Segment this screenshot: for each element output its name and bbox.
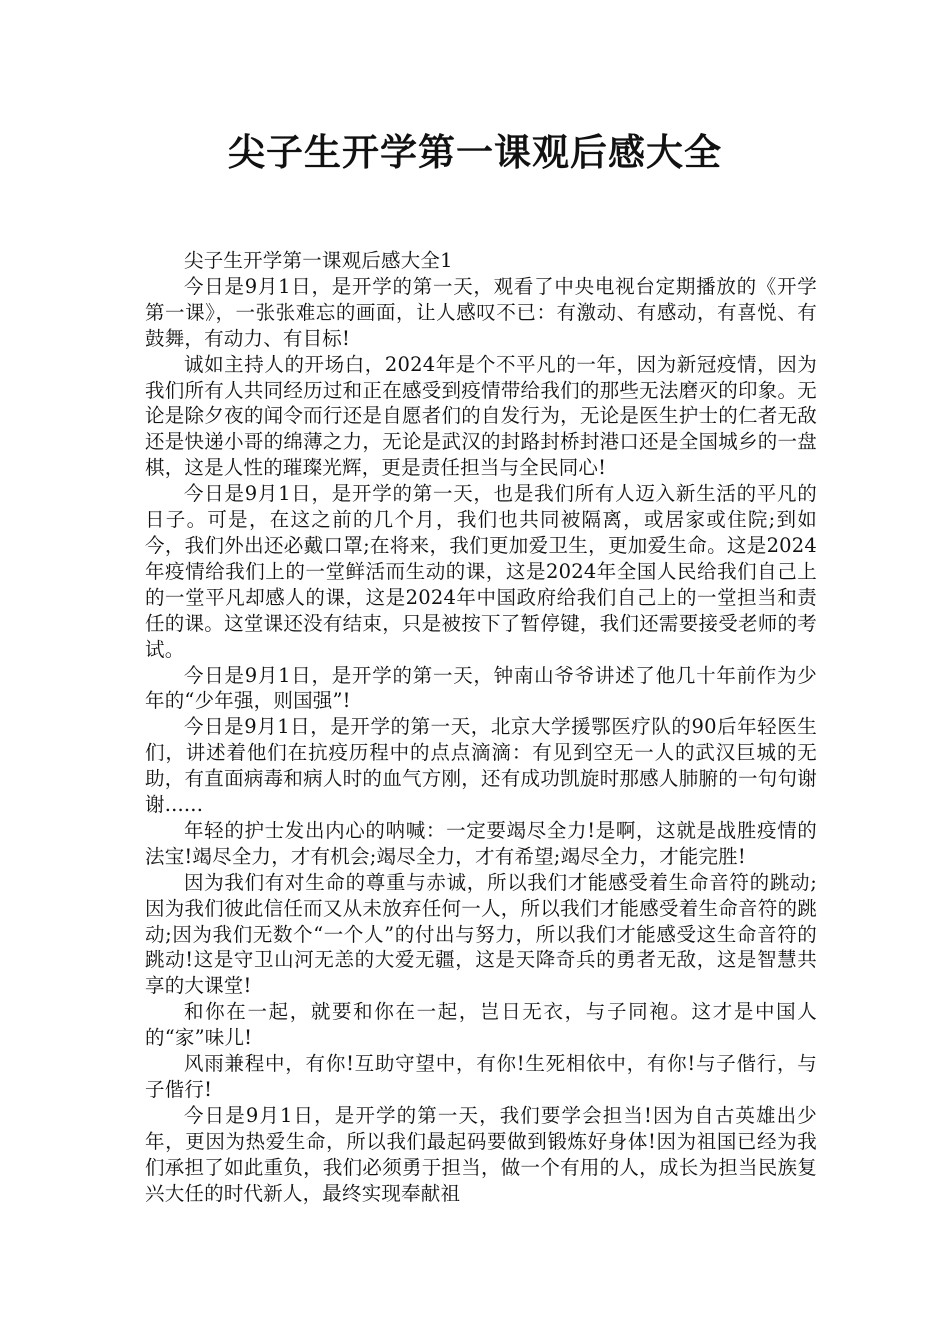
document-body [145, 248, 817, 1207]
paragraph: 风雨兼程中，有你!互助守望中，有你!生死相依中，有你!与子偕行，与子偕行! [145, 1052, 817, 1101]
section-heading: 尖子生开学第一课观后感大全1 [184, 249, 453, 272]
paragraph: 诚如主持人的开场白，2024年是个不平凡的一年，因为新冠疫情，因为我们所有人共同经历过和正在感受到疫情带给我们的那些无法磨灭的印象。无论是除夕夜的闻令而行还是自愿者们的自发行为，无论是医生护士的仁者无敌还是快递小哥的绵薄之力，无论是武汉的封路封桥封港口还是全国城乡的一盘棋，这是人性的璀璨光辉，更是责任担当与全民同心! [145, 352, 817, 480]
paragraph: 今日是9月1日，是开学的第一天，钟南山爷爷讲述了他几十年前作为少年的“少年强，则国强”! [145, 663, 817, 713]
paragraph: 和你在一起，就要和你在一起，岂日无衣，与子同袍。这才是中国人的“家”味儿! [145, 1000, 817, 1050]
paragraph: 今日是9月1日，是开学的第一天，北京大学援鄂医疗队的90后年轻医生们，讲述着他们在抗疫历程中的点点滴滴：有见到空无一人的武汉巨城的无助，有直面病毒和病人时的血气方刚，还有成功凯旋时那感人肺腑的一句句谢谢...... [145, 715, 817, 817]
document-title: 尖子生开学第一课观后感大全 [228, 131, 722, 174]
paragraph: 今日是9月1日，是开学的第一天，观看了中央电视台定期播放的《开学第一课》，一张张难忘的画面，让人感叹不已：有激动、有感动，有喜悦、有鼓舞，有动力、有目标! [145, 274, 817, 350]
paragraph: 年轻的护士发出内心的呐喊：一定要竭尽全力!是啊，这就是战胜疫情的法宝!竭尽全力，才有机会;竭尽全力，才有希望;竭尽全力，才能完胜! [145, 818, 817, 868]
paragraph: 今日是9月1日，是开学的第一天，我们要学会担当!因为自古英雄出少年，更因为热爱生命，所以我们最起码要做到锻炼好身体!因为祖国已经为我们承担了如此重负，我们必须勇于担当，做一个有用的人，成长为担当民族复兴大任的时代新人，最终实现奉献祖 [145, 1103, 817, 1205]
paragraph: 因为我们有对生命的尊重与赤诚，所以我们才能感受着生命音符的跳动;因为我们彼此信任而又从未放弃任何一人，所以我们才能感受着生命音符的跳动;因为我们无数个“一个人”的付出与努力，所以我们才能感受这生命音符的跳动!这是守卫山河无恙的大爱无疆，这是天降奇兵的勇者无敌，这是智慧共享的大课堂! [145, 870, 817, 998]
paragraph: 今日是9月1日，是开学的第一天，也是我们所有人迈入新生活的平凡的日子。可是，在这之前的几个月，我们也共同被隔离，或居家或住院;到如今，我们外出还必戴口罩;在将来，我们更加爱卫生，更加爱生命。这是2024年疫情给我们上的一堂鲜活而生动的课，这是2024年全国人民给我们自己上的一堂平凡却感人的课，这是2024年中国政府给我们自己上的一堂担当和责任的课。这堂课还没有结束，只是被按下了暂停键，我们还需要接受老师的考试。 [145, 482, 817, 661]
